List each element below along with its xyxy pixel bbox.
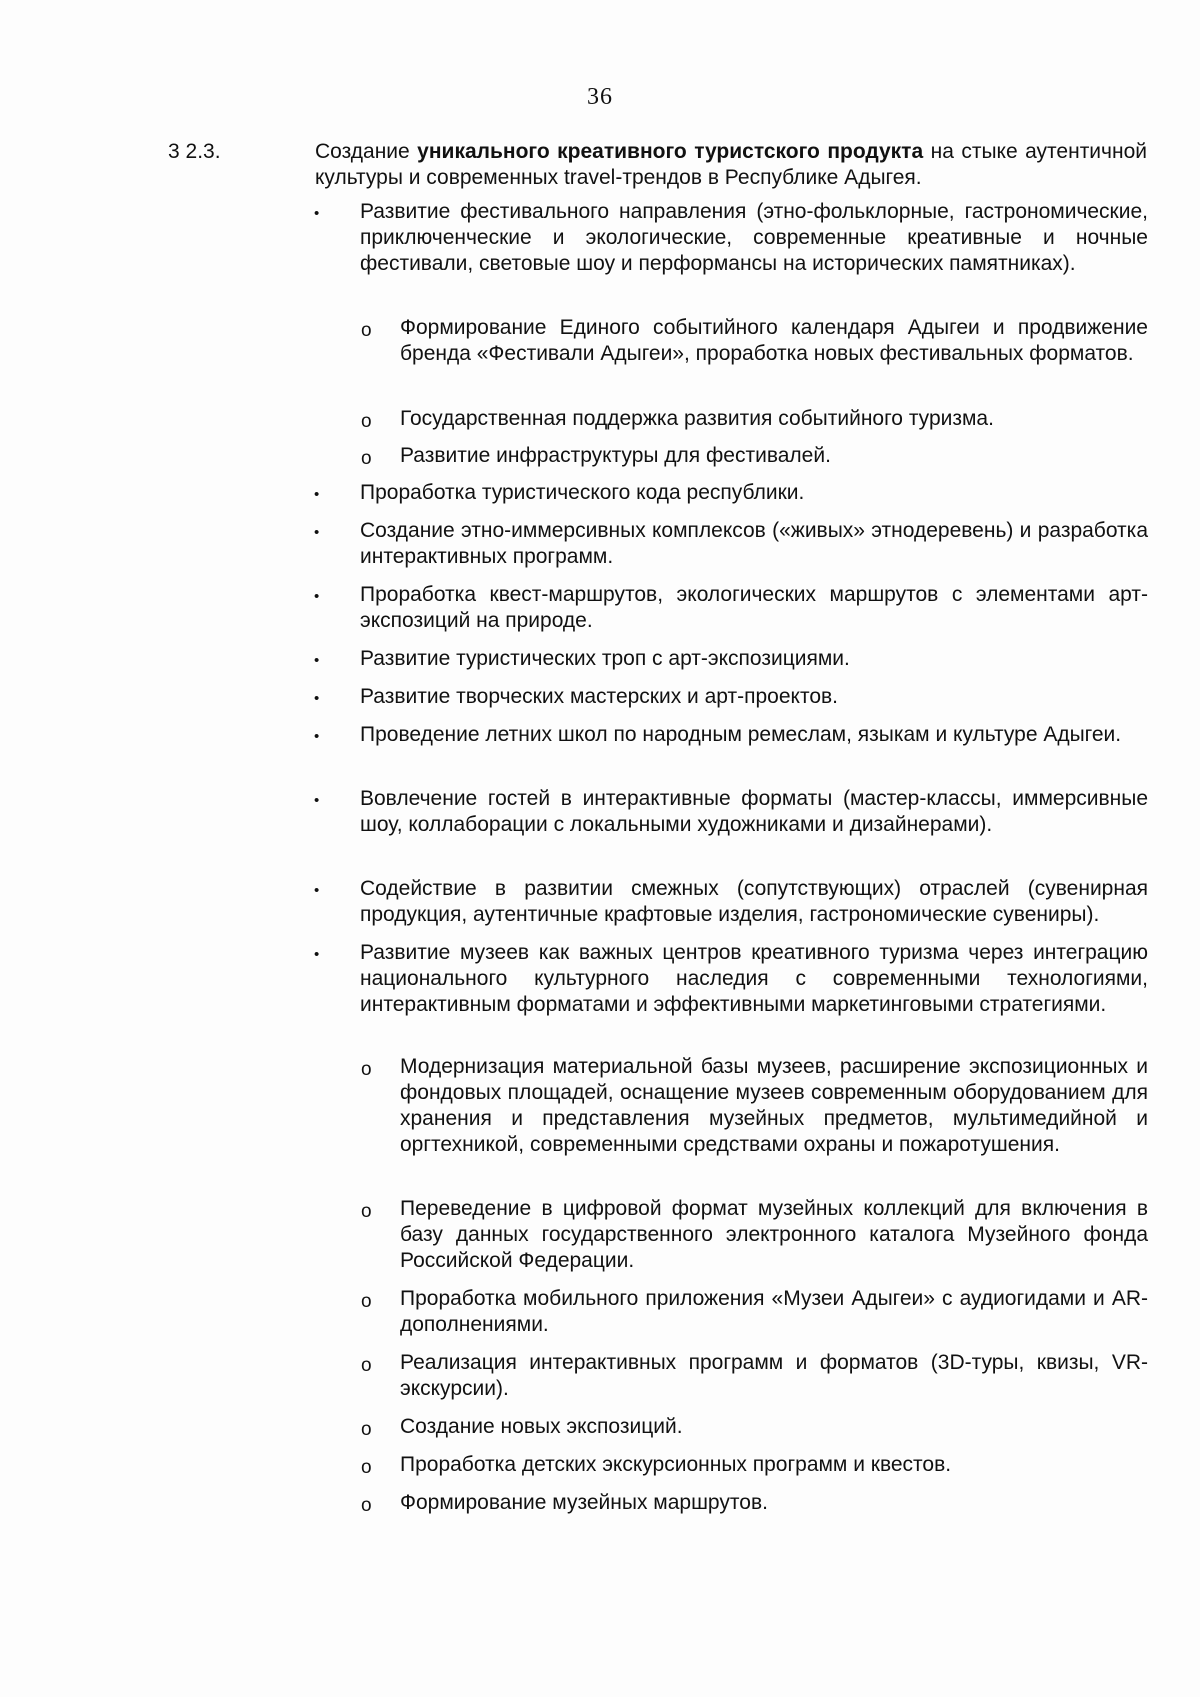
bullet-marker: • [314,882,320,899]
sub-bullet-marker: o [361,1059,372,1080]
sub-bullet-marker: o [361,1201,372,1222]
sub-bullet-marker: o [361,1457,372,1478]
bullet-marker: • [314,728,320,745]
sub-list-item: Формирование музейных маршрутов. [400,1491,768,1514]
sub-list-item: Проработка детских экскурсионных программ и квестов. [400,1453,952,1476]
sub-bullet-marker: o [361,1419,372,1440]
list-item: Развитие творческих мастерских и арт-проектов. [360,685,839,708]
sub-bullet-marker: o [361,1495,372,1516]
section-title [315,139,1147,191]
list-item: Вовлечение гостей в интерактивные форматы (мастер-классы, иммерсивные шоу, коллаборации с локальными художниками и дизайнерами). [360,787,1148,836]
bullet-marker: • [314,652,320,669]
sub-bullet-marker: o [361,448,372,469]
sub-list-item: Модернизация материальной базы музеев, расширение экспозиционных и фондовых площадей, оснащение музеев современным оборудованием для хранения и представления музейных предметов, мультимедийной и оргтехникой, современными средствами охраны и пожаротушения. [400,1055,1148,1156]
section-title-bold: уникального креативного туристского продукта [417,140,924,163]
bullet-marker: • [314,486,320,503]
bullet-marker: • [314,205,320,222]
page-number: 36 [587,84,613,110]
section-title-suffix: на стыке аутентичной культуры и современных travel-трендов в Республике Адыгея. [315,140,1147,189]
list-item: Проработка квест-маршрутов, экологических маршрутов с элементами арт-экспозиций на природе. [360,583,1148,632]
sub-bullet-marker: o [361,320,372,341]
bullet-marker: • [314,524,320,541]
list-item: Развитие туристических троп с арт-экспозициями. [360,647,850,670]
sub-list-item: Реализация интерактивных программ и форматов (3D-туры, квизы, VR-экскурсии). [400,1351,1148,1400]
bullet-marker: • [314,690,320,707]
section-title-prefix: Создание [315,140,418,163]
sub-list-item: Развитие инфраструктуры для фестивалей. [400,444,831,467]
sub-bullet-marker: o [361,1355,372,1376]
sub-list-item: Формирование Единого событийного календаря Адыгеи и продвижение бренда «Фестивали Адыгеи», проработка новых фестивальных форматов. [400,316,1148,365]
bullet-marker: • [314,946,320,963]
sub-list-item: Создание новых экспозиций. [400,1415,683,1438]
list-item: Развитие фестивального направления (этно-фольклорные, гастрономические, приключенческие и экологические, современные креативные и ночные фестивали, световые шоу и перформансы на исторических памятниках). [360,200,1148,275]
list-item: Проведение летних школ по народным ремеслам, языкам и культуре Адыгеи. [360,723,1122,746]
list-item: Проработка туристического кода республики. [360,481,805,504]
list-item: Развитие музеев как важных центров креативного туризма через интеграцию национального культурного наследия с современными технологиями, интерактивным форматами и эффективными маркетинговыми стратегиями. [360,941,1148,1016]
list-item: Создание этно-иммерсивных комплексов («живых» этнодеревень) и разработка интерактивных программ. [360,519,1148,568]
bullet-marker: • [314,792,320,809]
section-number: 3 2.3. [168,140,221,163]
bullet-marker: • [314,588,320,605]
sub-list-item: Переведение в цифровой формат музейных коллекций для включения в базу данных государственного электронного каталога Музейного фонда Российской Федерации. [400,1197,1148,1272]
sub-list-item: Проработка мобильного приложения «Музеи Адыгеи» с аудиогидами и AR-дополнениями. [400,1287,1148,1336]
list-item: Содействие в развитии смежных (сопутствующих) отраслей (сувенирная продукция, аутентичные крафтовые изделия, гастрономические сувениры). [360,877,1148,926]
sub-list-item: Государственная поддержка развития событийного туризма. [400,407,994,430]
sub-bullet-marker: o [361,1291,372,1312]
sub-bullet-marker: o [361,411,372,432]
